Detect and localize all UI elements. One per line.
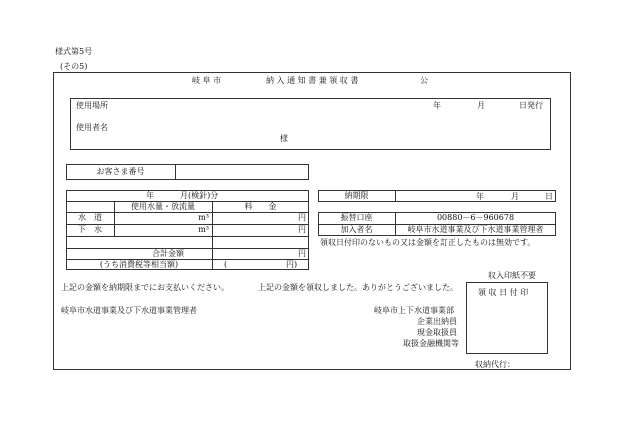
user-label: 使用者名 xyxy=(76,123,108,132)
receiver-line: 岐阜市上下水道事業部 xyxy=(374,306,454,315)
issue-month: 月 xyxy=(477,101,485,110)
water-row-unit: m³ xyxy=(198,213,209,222)
issue-year: 年 xyxy=(433,101,441,110)
title-city: 岐 阜 市 xyxy=(192,76,222,85)
title-suffix: 公 xyxy=(420,76,428,85)
sewer-row-unit: m³ xyxy=(198,225,209,234)
receiver-line: 取扱金融機関等 xyxy=(403,339,459,348)
honorific: 様 xyxy=(280,134,288,143)
subscriber-label: 加入者名 xyxy=(340,225,373,234)
transfer-label: 振替口座 xyxy=(340,213,373,222)
receiver-line: 現金取扱員 xyxy=(417,328,457,337)
title-main: 納 入 通 知 書 兼 領 収 書 xyxy=(266,76,359,85)
subscriber-value: 岐阜市水道事業及び下水道事業管理者 xyxy=(407,225,544,234)
deadline-label: 納期限 xyxy=(344,191,369,200)
form-number: 様式第5号 xyxy=(55,47,93,56)
agent-label: 収納代行： xyxy=(475,360,515,369)
issue-day: 日発行 xyxy=(519,101,543,110)
tax-open: ( xyxy=(224,260,228,269)
receiver-line: 企業出納員 xyxy=(417,317,457,326)
sewer-row-label: 下 水 xyxy=(78,225,102,234)
transfer-value: 00880－6－960678 xyxy=(436,213,515,222)
sewer-row-yen: 円 xyxy=(298,225,306,234)
water-row-label: 水 道 xyxy=(78,213,102,222)
period-year: 年 xyxy=(146,191,154,200)
validity-notice: 領収日付印のないもの又は金額を訂正したものは無効です。 xyxy=(320,238,536,247)
water-row-yen: 円 xyxy=(298,213,306,222)
deadline-year: 年 xyxy=(476,192,484,201)
pay-request-text: 上記の金額を納期限までにお支払いください。 xyxy=(61,283,229,292)
customer-number-label: お客さま番号 xyxy=(96,167,145,176)
deadline-month: 月 xyxy=(511,192,519,201)
place-label: 使用場所 xyxy=(76,101,108,110)
col-usage-header: 使用水量・放流量 xyxy=(131,201,195,211)
deadline-day: 日 xyxy=(545,192,553,201)
col-fee-header: 料 金 xyxy=(244,201,277,211)
issuer-text: 岐阜市水道事業及び下水道事業管理者 xyxy=(61,306,197,315)
no-stamp-label: 収入印紙不要 xyxy=(488,271,536,280)
received-thanks-text: 上記の金額を領収しました。ありがとうございました。 xyxy=(258,283,458,292)
tax-label: (うち消費税等相当額) xyxy=(99,259,179,269)
form-sub: (その5) xyxy=(60,62,88,71)
total-yen: 円 xyxy=(298,248,306,258)
receipt-stamp-label: 領 収 日 付 印 xyxy=(478,288,529,297)
period-month-label: 月(検針)分 xyxy=(180,191,219,200)
tax-yen: 円) xyxy=(286,260,298,269)
total-label: 合計金額 xyxy=(152,248,184,258)
